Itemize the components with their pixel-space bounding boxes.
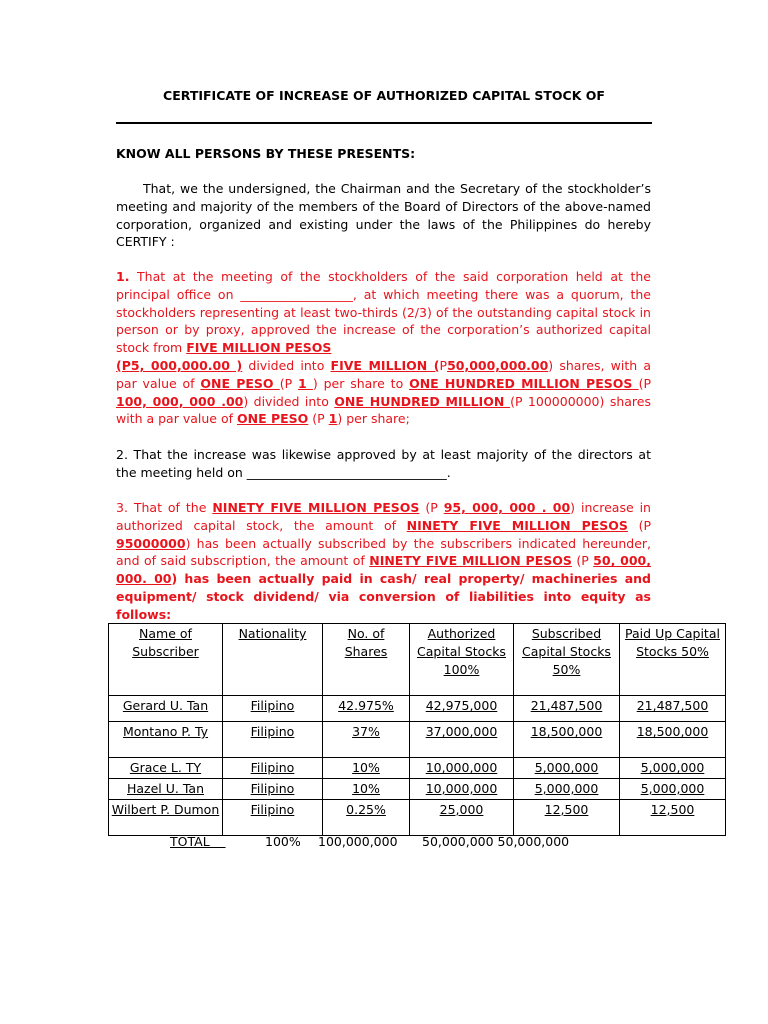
cell: 18,500,000 bbox=[620, 722, 726, 758]
document-title: CERTIFICATE OF INCREASE OF AUTHORIZED CAPITAL STOCK OF bbox=[163, 88, 605, 103]
table-row bbox=[109, 778, 726, 799]
header-nationality: Nationality bbox=[223, 624, 323, 696]
subscribed-words: NINETY FIVE MILLION PESOS bbox=[406, 517, 628, 533]
cell: 10,000,000 bbox=[410, 778, 514, 799]
paragraph-2: 2. That the increase was likewise approved by at least majority of the directors at the meeting held on ________________________________. bbox=[116, 447, 651, 480]
cell: 0.25% bbox=[323, 799, 410, 835]
from-capital-words: FIVE MILLION PESOS bbox=[186, 340, 332, 356]
cell: 12,500 bbox=[514, 799, 620, 835]
cell: 5,000,000 bbox=[514, 758, 620, 779]
p1-number: 1. bbox=[116, 269, 130, 284]
cell: Gerard U. Tan bbox=[109, 696, 223, 722]
cell: 42.975% bbox=[323, 696, 410, 722]
cell: Hazel U. Tan bbox=[109, 778, 223, 799]
header-shares: No. of Shares bbox=[323, 624, 410, 696]
table-row bbox=[109, 799, 726, 835]
cell: Filipino bbox=[223, 722, 323, 758]
paragraph-1: 1. That at the meeting of the stockholders of the said corporation held at the principal office on __________________, at which meeting there was a quorum, the stockholders representing at least two-thirds (2/3) of the outstanding capital stock in person or by proxy, approved the increase of the corporation’s authorized capital stock from FIVE MILLION PESOS (P5, 000,000.00 ) divided into FIVE MILLION (P50,000,000.00) shares, with a par value of ONE PESO (P 1 ) per share to ONE HUNDRED MILLION PESOS (P 100, 000, 000 .00) divided into ONE HUNDRED MILLION (P 100000000) shares with a par value of ONE PESO (P 1) per share; bbox=[116, 269, 652, 427]
cell: 37,000,000 bbox=[410, 722, 514, 758]
cell: Filipino bbox=[223, 778, 323, 799]
to-capital-words: ONE HUNDRED MILLION PESOS bbox=[409, 375, 639, 391]
know-all-persons-heading: KNOW ALL PERSONS BY THESE PRESENTS: bbox=[116, 146, 416, 161]
new-shares-words: ONE HUNDRED MILLION bbox=[334, 393, 511, 409]
divided-shares-amount: 50,000,000.00 bbox=[447, 357, 549, 373]
cell: 10% bbox=[323, 758, 410, 779]
table-row bbox=[109, 758, 726, 779]
header-subscribed: Subscribed Capital Stocks 50% bbox=[514, 624, 620, 696]
cell: 5,000,000 bbox=[620, 758, 726, 779]
paid-words: NINETY FIVE MILLION PESOS bbox=[369, 553, 572, 569]
table-header-row bbox=[109, 624, 726, 696]
table-row bbox=[109, 696, 726, 722]
total-shares: 100% bbox=[265, 834, 301, 849]
directors-meeting-blank: ________________________________ bbox=[246, 464, 447, 480]
cell: 42,975,000 bbox=[410, 696, 514, 722]
table-row bbox=[109, 722, 726, 758]
header-paid-up: Paid Up Capital Stocks 50% bbox=[620, 624, 726, 696]
cell: 5,000,000 bbox=[514, 778, 620, 799]
new-par-value-words: ONE PESO bbox=[236, 411, 309, 427]
cell: Filipino bbox=[223, 758, 323, 779]
cell: 10,000,000 bbox=[410, 758, 514, 779]
cell: 18,500,000 bbox=[514, 722, 620, 758]
title-blank-line bbox=[116, 122, 652, 124]
par-value-words: ONE PESO bbox=[200, 375, 280, 391]
divided-shares-words: FIVE MILLION ( bbox=[330, 357, 440, 373]
subscribed-amount: 95000000 bbox=[116, 535, 186, 551]
new-par-value-amount: 1 bbox=[328, 411, 338, 427]
cell: 21,487,500 bbox=[514, 696, 620, 722]
cell: 5,000,000 bbox=[620, 778, 726, 799]
increase-words: NINETY FIVE MILLION PESOS bbox=[212, 500, 420, 515]
to-capital-amount: 100, 000, 000 .00 bbox=[116, 393, 244, 409]
paid-amount: 50, 000, 000. 00 bbox=[116, 553, 651, 587]
cell: 12,500 bbox=[620, 799, 726, 835]
cell: Filipino bbox=[223, 696, 323, 722]
subscribers-table bbox=[108, 623, 726, 836]
cell: 21,487,500 bbox=[620, 696, 726, 722]
cell: Montano P. Ty bbox=[109, 722, 223, 758]
cell: 10% bbox=[323, 778, 410, 799]
total-label: TOTAL bbox=[170, 834, 226, 849]
cell: Wilbert P. Dumon bbox=[109, 799, 223, 835]
increase-amount: 95, 000, 000 . 00 bbox=[443, 500, 571, 515]
total-authorized: 100,000,000 bbox=[318, 834, 398, 849]
header-authorized: Authorized Capital Stocks 100% bbox=[410, 624, 514, 696]
paragraph-3: 3. That of the NINETY FIVE MILLION PESOS (P 95, 000, 000 . 00) increase in authorized capital stock, the amount of NINETY FIVE MILLION PESOS (P 95000000) has been actually subscribed by the subscribers indicated hereunder, and of said subscription, the amount of NINETY FIVE MILLION PESOS (P 50, 000, 000. 00) has been actually paid in cash/ real property/ machineries and equipment/ stock dividend/ via conversion of liabilities into equity as follows: bbox=[116, 500, 651, 622]
from-capital-amount: (P5, 000,000.00 ) bbox=[116, 357, 243, 373]
header-name: Name of Subscriber bbox=[109, 624, 223, 696]
intro-paragraph: That, we the undersigned, the Chairman and the Secretary of the stockholder’s meeting and majority of the members of the Board of Directors of the above-named corporation, organized and existing under the laws of the Philippines do hereby CERTIFY : bbox=[116, 181, 651, 250]
cell: 25,000 bbox=[410, 799, 514, 835]
par-value-amount: 1 bbox=[298, 375, 313, 391]
cell: Grace L. TY bbox=[109, 758, 223, 779]
cell: Filipino bbox=[223, 799, 323, 835]
meeting-date-blank: __________________ bbox=[240, 286, 353, 302]
cell: 37% bbox=[323, 722, 410, 758]
total-subscribed-paid: 50,000,000 50,000,000 bbox=[422, 834, 570, 849]
